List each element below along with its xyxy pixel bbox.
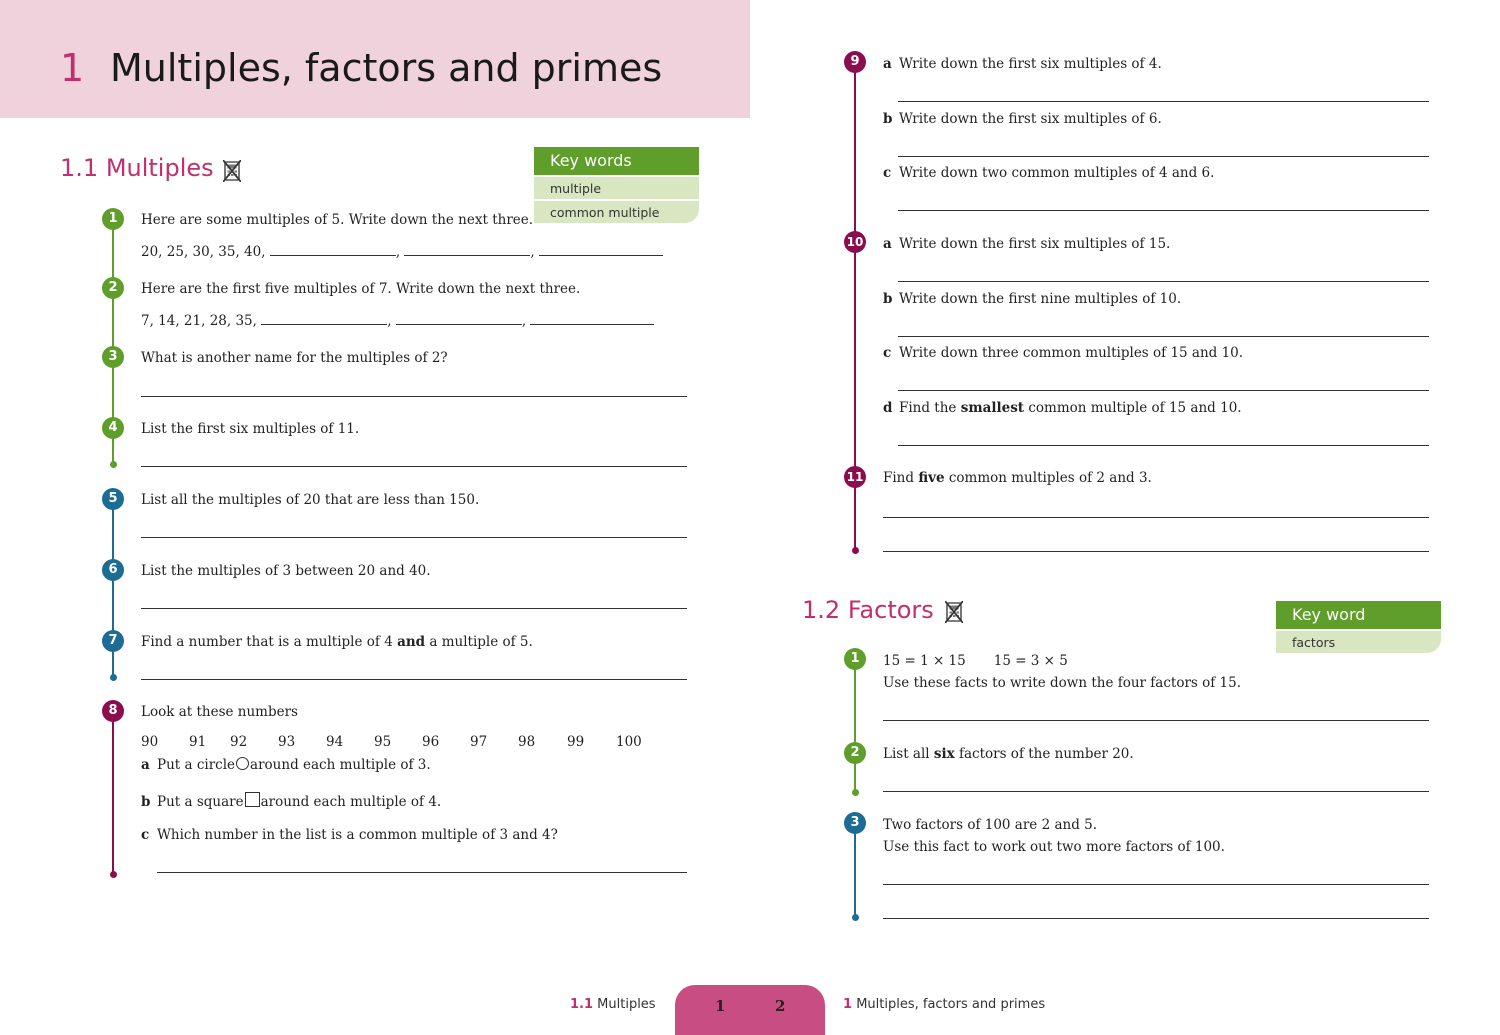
sub-question-a — [883, 55, 1162, 73]
sequence: 7, 14, 21, 28, 35, — [141, 313, 257, 329]
question-number: 5 — [102, 488, 124, 510]
question-number: 1 — [102, 208, 124, 230]
sub-question-b — [883, 290, 1181, 308]
sub-question-b — [141, 792, 441, 811]
text-part: Write down the first six multiples of 4. — [899, 56, 1162, 72]
emphasis: six — [933, 746, 955, 762]
sub-question-c — [883, 164, 1214, 182]
key-words-title: Key words — [534, 147, 699, 175]
number-item[interactable]: 93 — [278, 734, 296, 750]
number-item[interactable]: 94 — [326, 734, 344, 750]
text-part: Write down three common multiples of 15 and 10. — [899, 345, 1244, 361]
footer-chapter-number: 1 — [843, 997, 853, 1012]
part-label: b — [141, 794, 151, 810]
square-shape-icon — [245, 792, 260, 807]
answer-line[interactable] — [883, 517, 1429, 518]
key-word-item: multiple — [534, 175, 699, 199]
fact: 15 = 1 × 15 — [883, 653, 966, 669]
question-text: Look at these numbers — [141, 704, 298, 720]
number-item[interactable]: 99 — [567, 734, 585, 750]
emphasis: and — [397, 634, 426, 650]
text-part: around each multiple of 3. — [250, 757, 431, 773]
text-part: Find a number that is a multiple of 4 — [141, 634, 398, 650]
key-word-item: factors — [1276, 629, 1441, 653]
text-part: Write down the first six multiples of 6. — [899, 111, 1162, 127]
part-label: a — [141, 757, 150, 773]
part-label: d — [883, 400, 893, 416]
number-item[interactable]: 96 — [422, 734, 440, 750]
answer-blank[interactable] — [539, 242, 663, 256]
question-text — [883, 745, 1134, 763]
question-text: Use this fact to work out two more factors of 100. — [883, 839, 1225, 855]
question-number: 2 — [844, 742, 866, 764]
timeline-end-dot — [852, 789, 859, 796]
answer-line[interactable] — [883, 884, 1429, 885]
answer-line[interactable] — [141, 466, 687, 467]
sequence-line: 20, 25, 30, 35, 40, , , — [141, 242, 663, 261]
question-text: Use these facts to write down the four factors of 15. — [883, 675, 1242, 691]
text-part: Write down the first six multiples of 15. — [899, 236, 1171, 252]
chapter-title: Multiples, factors and primes — [110, 46, 663, 90]
sub-question-b — [883, 110, 1162, 128]
section-title: Multiples — [105, 154, 214, 182]
timeline-end-dot — [110, 871, 117, 878]
sub-question-c — [141, 826, 558, 844]
page-number-left: 1 — [715, 997, 726, 1015]
answer-line[interactable] — [898, 445, 1429, 446]
answer-line[interactable] — [141, 679, 687, 680]
text-part: Which number in the list is a common multiple of 3 and 4? — [157, 827, 558, 843]
section-title: Factors — [847, 596, 934, 624]
question-number: 6 — [102, 559, 124, 581]
circle-shape-icon — [236, 757, 249, 770]
question-number: 8 — [102, 700, 124, 722]
question-text: List the first six multiples of 11. — [141, 421, 360, 437]
section-heading-factors — [802, 595, 934, 625]
number-item[interactable]: 98 — [518, 734, 536, 750]
text-part: a multiple of 5. — [425, 634, 533, 650]
number-item[interactable]: 95 — [374, 734, 392, 750]
key-word-title: Key word — [1276, 601, 1441, 629]
part-label: a — [883, 56, 892, 72]
text-part: common multiple of 15 and 10. — [1024, 400, 1242, 416]
question-text: Two factors of 100 are 2 and 5. — [883, 817, 1098, 833]
page-number-tab — [675, 985, 825, 1035]
number-item[interactable]: 100 — [616, 734, 642, 750]
text-part: Put a square — [157, 794, 244, 810]
text-part: common multiples of 2 and 3. — [944, 470, 1152, 486]
text-part: Put a circle — [157, 757, 236, 773]
timeline-end-dot — [852, 547, 859, 554]
key-word-box — [1276, 601, 1441, 653]
question-number: 3 — [844, 812, 866, 834]
text-part: Find — [883, 470, 919, 486]
answer-line[interactable] — [898, 390, 1429, 391]
question-text: List the multiples of 3 between 20 and 40. — [141, 563, 431, 579]
timeline-end-dot — [110, 461, 117, 468]
part-label: b — [883, 111, 893, 127]
question-number: 4 — [102, 417, 124, 439]
footer-right-label — [843, 997, 1045, 1012]
no-calculator-icon — [223, 160, 241, 182]
answer-line[interactable] — [898, 281, 1429, 282]
question-number: 9 — [844, 51, 866, 73]
section-number: 1.1 — [60, 154, 99, 182]
question-number: 2 — [102, 277, 124, 299]
sub-question-a — [141, 756, 431, 774]
emphasis: smallest — [960, 400, 1025, 416]
answer-line[interactable] — [883, 791, 1429, 792]
number-item[interactable]: 91 — [189, 734, 207, 750]
sequence-line: 7, 14, 21, 28, 35, , , — [141, 311, 654, 330]
question-number: 10 — [844, 231, 866, 253]
answer-blank[interactable] — [261, 311, 387, 325]
sub-question-a — [883, 235, 1170, 253]
timeline-blue — [854, 823, 856, 917]
answer-line[interactable] — [898, 210, 1429, 211]
timeline-end-dot — [110, 674, 117, 681]
question-number: 3 — [102, 346, 124, 368]
text-part: Write down the first nine multiples of 10. — [899, 291, 1182, 307]
sequence: 20, 25, 30, 35, 40, — [141, 244, 266, 260]
question-text — [141, 633, 533, 651]
emphasis: five — [918, 470, 945, 486]
answer-line[interactable] — [883, 918, 1429, 919]
question-number: 1 — [844, 648, 866, 670]
question-number: 7 — [102, 630, 124, 652]
key-word-item: common multiple — [534, 199, 699, 223]
timeline-green — [854, 659, 856, 793]
fact-line — [883, 652, 1068, 670]
text-part: Write down two common multiples of 4 and 6. — [899, 165, 1215, 181]
question-text: Here are the first five multiples of 7. Write down the next three. — [141, 281, 581, 297]
question-text — [883, 469, 1152, 487]
answer-line[interactable] — [898, 101, 1429, 102]
answer-blank[interactable] — [404, 242, 530, 256]
timeline-maroon — [112, 710, 114, 874]
answer-blank[interactable] — [396, 311, 522, 325]
text-part: around each multiple of 4. — [260, 794, 442, 810]
text-part: List all — [883, 746, 934, 762]
part-label: c — [883, 165, 892, 181]
footer-section-number: 1.1 — [570, 997, 594, 1012]
text-part: Find the — [899, 400, 961, 416]
sub-question-c — [883, 344, 1243, 362]
sub-question-d — [883, 399, 1242, 417]
timeline-end-dot — [852, 914, 859, 921]
answer-line[interactable] — [883, 551, 1429, 552]
part-label: c — [141, 827, 150, 843]
part-label: b — [883, 291, 893, 307]
text-part: factors of the number 20. — [954, 746, 1134, 762]
key-words-box — [534, 147, 699, 223]
section-number: 1.2 — [802, 596, 841, 624]
chapter-number: 1 — [60, 46, 85, 90]
number-item[interactable]: 92 — [230, 734, 248, 750]
fact: 15 = 3 × 5 — [993, 653, 1068, 669]
footer-section-title: Multiples — [597, 997, 656, 1012]
footer-chapter-title: Multiples, factors and primes — [856, 997, 1046, 1012]
answer-line[interactable] — [157, 872, 687, 873]
footer-left-label — [570, 997, 656, 1012]
part-label: a — [883, 236, 892, 252]
question-text: List all the multiples of 20 that are less than 150. — [141, 492, 480, 508]
question-text: Here are some multiples of 5. Write down the next three. — [141, 212, 534, 228]
number-item[interactable]: 90 — [141, 734, 159, 750]
answer-line[interactable] — [141, 608, 687, 609]
answer-line[interactable] — [898, 336, 1429, 337]
question-number: 11 — [844, 466, 866, 488]
number-item[interactable]: 97 — [470, 734, 488, 750]
answer-line[interactable] — [141, 396, 687, 397]
page-number-right: 2 — [775, 997, 786, 1015]
answer-line[interactable] — [141, 537, 687, 538]
part-label: c — [883, 345, 892, 361]
no-calculator-icon — [945, 601, 963, 623]
question-text: What is another name for the multiples of 2? — [141, 350, 448, 366]
section-heading-multiples — [60, 153, 214, 183]
answer-line[interactable] — [898, 156, 1429, 157]
answer-blank[interactable] — [530, 311, 654, 325]
answer-blank[interactable] — [270, 242, 396, 256]
answer-line[interactable] — [883, 720, 1429, 721]
